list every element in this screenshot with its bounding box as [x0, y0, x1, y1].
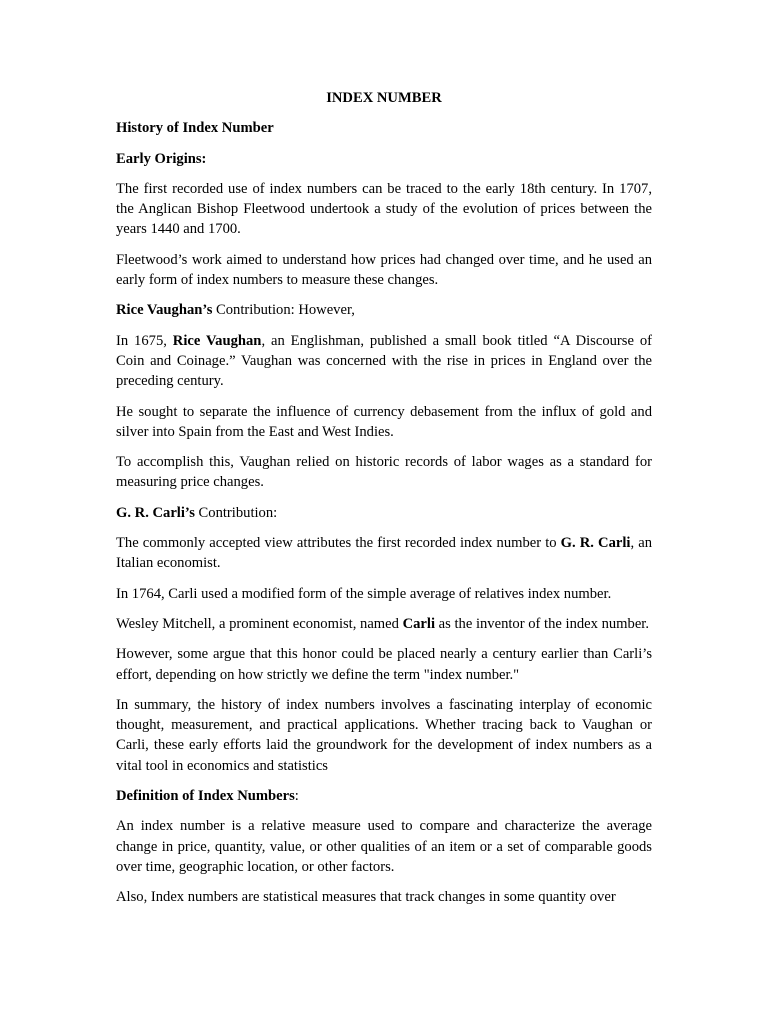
- paragraph-carli-view-part-b: , an Italian economist.: [116, 535, 652, 572]
- paragraph-mitchell-part-b: as the inventor of the index number.: [435, 615, 650, 632]
- paragraph-carli-view-name: G. R. Carli: [560, 535, 631, 552]
- paragraph-fleetwood-work: Fleetwood’s work aimed to understand how prices had changed over time, and he used an early form of index numbers to measure these changes.: [116, 251, 652, 289]
- definition-heading: [116, 786, 652, 806]
- paragraph-vaughan-separate: He sought to separate the influence of currency debasement from the influx of gold and silver into Spain from the East and West Indies.: [116, 403, 652, 440]
- paragraph-mitchell-name: Carli: [402, 615, 436, 632]
- vaughan-heading: [116, 300, 652, 320]
- paragraph-vaughan-wages: To accomplish this, Vaughan relied on historic records of labor wages as a standard for measuring price changes.: [116, 454, 652, 491]
- definition-heading-name: Definition of Index Numbers: [116, 788, 295, 805]
- paragraph-summary: In summary, the history of index numbers involves a fascinating interplay of economic thought, measurement, and practical applications. Whether tracing back to Vaughan or Carli, these early efforts laid the groundwork for the development of index numbers as a vital tool in economics and statistics: [116, 696, 652, 774]
- early-origins-heading: Early Origins:: [116, 150, 207, 167]
- document-page: [116, 88, 652, 918]
- paragraph-vaughan-book-name: Rice Vaughan: [172, 332, 262, 349]
- history-heading: History of Index Number: [116, 120, 274, 137]
- paragraph-definition: An index number is a relative measure used to compare and characterize the average change in price, quantity, value, or other qualities of an item or a set of comparable goods over time, geographic location, or other factors.: [116, 818, 652, 875]
- paragraph-carli-view: [116, 533, 652, 574]
- paragraph-carli-view-part-a: The commonly accepted view attributes the first recorded index number to: [116, 535, 561, 552]
- paragraph-vaughan-book: [116, 331, 652, 392]
- document-title: INDEX NUMBER: [326, 90, 442, 106]
- vaughan-heading-rest: Contribution: However,: [212, 302, 355, 319]
- paragraph-fleetwood-study: The first recorded use of index numbers can be traced to the early 18th century. In 1707, the Anglican Bishop Fleetwood undertook a study of the evolution of prices between the years 1440 and 1700.: [116, 180, 652, 238]
- paragraph-carli-1764: In 1764, Carli used a modified form of the simple average of relatives index number.: [116, 585, 612, 602]
- vaughan-heading-name: Rice Vaughan’s: [116, 302, 213, 319]
- definition-heading-rest: :: [294, 788, 299, 805]
- paragraph-vaughan-book-part-a: In 1675,: [116, 332, 173, 349]
- paragraph-honor-argument: However, some argue that this honor could be placed nearly a century earlier than Carli’s effort, depending on how strictly we define the term "index number.": [116, 646, 652, 683]
- paragraph-vaughan-book-part-b: , an Englishman, published a small book titled “A Discourse of Coin and Coinage.” Vaughan was concerned with the rise in prices in England over the preceding century.: [116, 332, 653, 390]
- paragraph-mitchell: [116, 614, 652, 634]
- carli-heading-rest: Contribution:: [194, 504, 278, 521]
- paragraph-mitchell-part-a: Wesley Mitchell, a prominent economist, named: [116, 615, 403, 632]
- carli-heading-name: G. R. Carli’s: [116, 504, 195, 521]
- paragraph-also-index: Also, Index numbers are statistical measures that track changes in some quantity over: [116, 889, 616, 906]
- carli-heading: [116, 503, 652, 523]
